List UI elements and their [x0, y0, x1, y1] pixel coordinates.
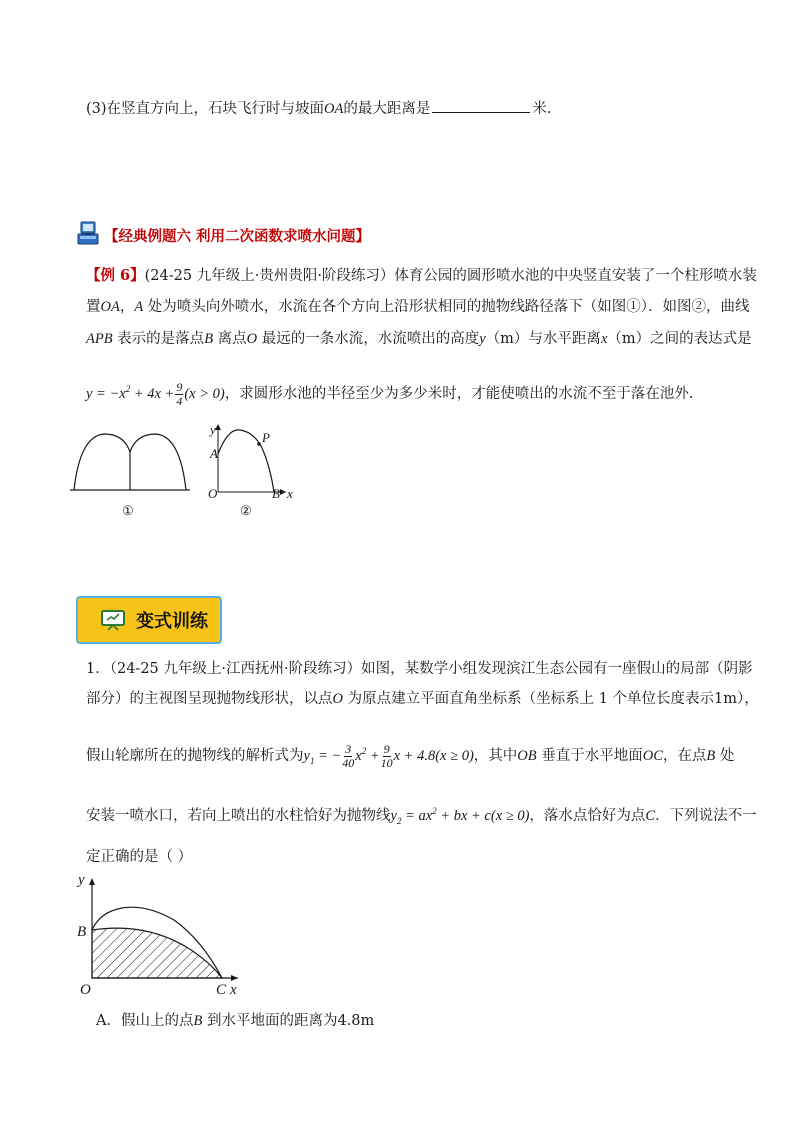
figure-2-graph: [204, 420, 300, 502]
x-axis-arrow: [280, 489, 286, 495]
fig3-c-label: C: [216, 982, 227, 998]
exercise1-line4: 安装一喷水口，若向上喷出的水柱恰好为抛物线$y_2 = ax^2$ + bx + c(x ≥ 0)，落水点恰好为点C．下列说法不一: [86, 806, 757, 826]
fig3-o-label: O: [80, 982, 91, 998]
figure-1-fountain: [66, 426, 196, 496]
option-a: A．假山上的点B 到水平地面的距离为4.8m: [96, 1013, 375, 1029]
badge-text: 变式训练: [136, 611, 208, 632]
exercise1-line5: 定正确的是（ ）: [86, 849, 193, 865]
x-axis-arrow: [231, 975, 238, 981]
fig2-y-label: y: [210, 422, 216, 437]
practice-badge: [76, 596, 222, 644]
example6-line2: 置OA，A 处为喷头向外喷水，水流在各个方向上沿形状相同的抛物线路径落下（如图①）．如图②，曲线: [86, 299, 750, 315]
example6-line3: APB 表示的是落点B 离点O 最远的一条水流，水流喷出的高度y（m）与水平距离x（m）之间的表达式是: [86, 331, 752, 347]
figure-1-caption: ①: [122, 504, 134, 519]
figure-3-rockery-graph: [76, 870, 246, 1000]
fig3-y-label: y: [78, 872, 85, 888]
exercise1-line2: 部分）的主视图呈现抛物线形状，以点O 为原点建立平面直角坐标系（坐标系上 1 个单位长度表示1m），: [86, 691, 759, 707]
fraction-9-4: $\frac{9}{4}$: [176, 380, 183, 408]
left-water-arc: [74, 434, 130, 490]
fig2-p-label: P: [262, 430, 270, 445]
formula: $y = -x^2 + 4x$ + $\frac{9}{4}$ (x > 0): [86, 380, 225, 408]
formula-y1: $y_1$ = − $\frac{3}{40}$ $x^2$ + $\frac{9}{10}$ x + 4.8(x ≥ 0): [303, 742, 474, 770]
exercise1-line3: 假山轮廓所在的抛物线的解析式为$y_1$ = − $\frac{3}{40}$ $x^2$ + $\frac{9}{10}$ x + 4.8(x ≥ 0)，其中OB 垂直于水平地面OC，在点B 处: [86, 742, 735, 770]
section-title: 【经典例题六 利用二次函数求喷水问题】: [104, 228, 371, 245]
example6-line4: $y = -x^2 + 4x$ + $\frac{9}{4}$ (x > 0)，求圆形水池的半径至少为多少米时，才能使喷出的水流不至于落在池外.: [86, 380, 694, 408]
hatched-rockery: [92, 928, 222, 978]
fig2-x-label: x: [287, 486, 293, 501]
example6-line1: 【例 6】(24-25 九年级上·贵州贵阳·阶段练习）体育公园的圆形喷水池的中央竖直安装了一个柱形喷水装: [86, 267, 757, 284]
point-p: [257, 442, 261, 446]
formula-y2: $y_2 = ax^2$ + bx + c(x ≥ 0): [390, 806, 530, 826]
example-label: 【例 6】: [86, 267, 145, 284]
fig2-a-label: A: [210, 446, 218, 461]
exercise1-line1: 1．（24-25 九年级上·江西抚州·阶段练习）如图，某数学小组发现滨江生态公园有一座假山的局部（阴影: [86, 661, 753, 677]
fig2-b-label: B: [272, 486, 280, 501]
answer-blank: [432, 98, 530, 113]
fig3-x-label: x: [230, 982, 237, 998]
right-water-arc: [130, 434, 186, 490]
fig2-o-label: O: [208, 486, 218, 501]
figure-2-caption: ②: [240, 504, 252, 519]
book-computer-icon: [76, 220, 100, 246]
question-3: (3)在竖直方向上，石块飞行时与坡面OA的最大距离是 米.: [86, 98, 552, 120]
y-axis-arrow: [89, 878, 95, 885]
var-oa: OA: [324, 101, 344, 117]
fig3-b-label: B: [77, 924, 87, 940]
presentation-board-icon: [100, 609, 126, 631]
